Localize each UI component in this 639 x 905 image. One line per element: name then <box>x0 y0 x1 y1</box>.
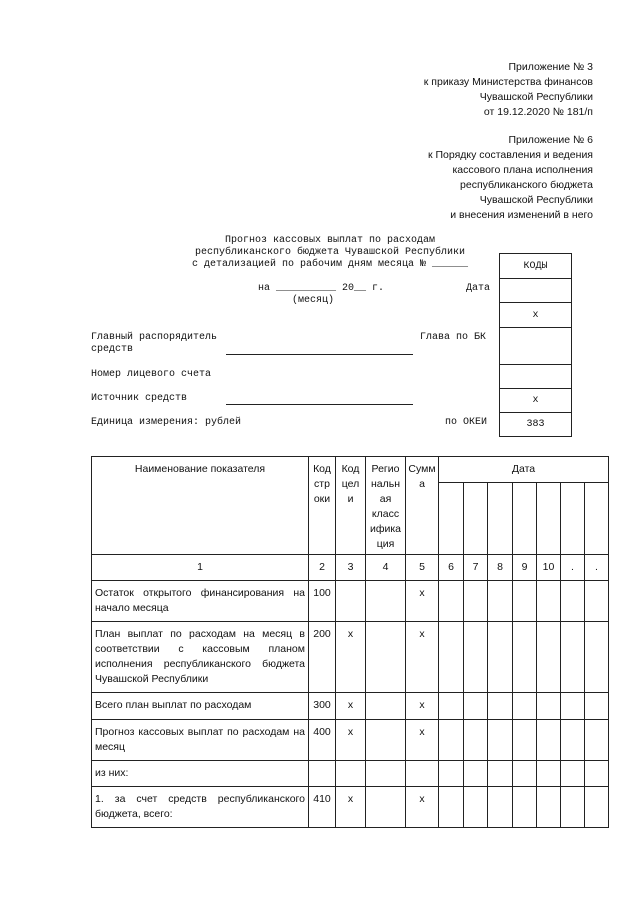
row-date-cell[interactable] <box>513 761 537 787</box>
row-sum: х <box>406 581 439 622</box>
row-date-cell[interactable] <box>439 787 464 828</box>
col-num: 10 <box>537 555 561 581</box>
source-input-line[interactable] <box>226 404 413 405</box>
row-date-cell[interactable] <box>464 720 488 761</box>
row-date-cell[interactable] <box>513 787 537 828</box>
row-date-cell[interactable] <box>513 622 537 693</box>
row-code: 410 <box>309 787 336 828</box>
row-date-cell[interactable] <box>488 720 513 761</box>
row-code: 200 <box>309 622 336 693</box>
date-label: Дата <box>466 283 491 294</box>
row-date-cell[interactable] <box>585 622 609 693</box>
table-row <box>92 693 609 720</box>
header-code-row: Код стр оки <box>309 457 336 555</box>
code-source-x: х <box>500 389 572 413</box>
row-date-cell[interactable] <box>561 787 585 828</box>
code-month-x: х <box>500 303 572 328</box>
row-date-cell[interactable] <box>488 581 513 622</box>
row-date-cell[interactable] <box>561 581 585 622</box>
date-col-5 <box>537 483 561 555</box>
col-num: . <box>585 555 609 581</box>
row-regional[interactable] <box>366 761 406 787</box>
row-date-cell[interactable] <box>464 761 488 787</box>
codes-header: КОДЫ <box>500 254 572 279</box>
date-col-1 <box>439 483 464 555</box>
row-date-cell[interactable] <box>464 693 488 720</box>
row-date-cell[interactable] <box>537 787 561 828</box>
col-num: 5 <box>406 555 439 581</box>
appendix-3-block <box>424 60 593 120</box>
row-date-cell[interactable] <box>439 581 464 622</box>
row-date-cell[interactable] <box>488 787 513 828</box>
form-title-line3: с детализацией по рабочим дням месяца № ______ <box>191 259 469 270</box>
date-col-6 <box>561 483 585 555</box>
chapter-label: Глава по БК <box>420 332 487 343</box>
header-code-purpose: Код цел и <box>336 457 366 555</box>
source-label: Источник средств <box>91 393 188 404</box>
row-date-cell[interactable] <box>488 693 513 720</box>
row-code <box>309 761 336 787</box>
row-date-cell[interactable] <box>585 581 609 622</box>
row-date-cell[interactable] <box>488 622 513 693</box>
row-purpose: х <box>336 720 366 761</box>
row-name: План выплат по расходам на месяц в соответствии с кассовым планом исполнения республиканского бюджета Чувашской Республики <box>92 622 309 693</box>
form-title-line1: Прогноз кассовых выплат по расходам <box>224 235 436 246</box>
chief-manager-line2: средств <box>91 344 134 355</box>
table-row <box>92 787 609 828</box>
row-purpose <box>336 761 366 787</box>
date-col-4 <box>513 483 537 555</box>
table-row <box>92 581 609 622</box>
row-date-cell[interactable] <box>513 581 537 622</box>
appendix-6-line4: Чувашской Республики <box>479 194 593 206</box>
col-num: 1 <box>92 555 309 581</box>
row-sum: х <box>406 622 439 693</box>
col-num: 8 <box>488 555 513 581</box>
row-date-cell[interactable] <box>513 720 537 761</box>
appendix-3-line1: к приказу Министерства финансов <box>423 76 593 88</box>
date-col-3 <box>488 483 513 555</box>
row-sum: х <box>406 693 439 720</box>
row-code: 300 <box>309 693 336 720</box>
appendix-6-title: Приложение № 6 <box>508 134 593 146</box>
row-date-cell[interactable] <box>439 693 464 720</box>
column-numbers-row <box>92 555 609 581</box>
row-regional[interactable] <box>366 693 406 720</box>
row-sum: х <box>406 787 439 828</box>
chief-manager-line1: Главный распорядитель <box>91 332 218 343</box>
okei-label: по ОКЕИ <box>445 417 488 428</box>
row-sum: х <box>406 720 439 761</box>
code-chapter-cell[interactable] <box>500 328 572 365</box>
row-name: 1. за счет средств республиканского бюджета, всего: <box>92 787 309 828</box>
row-date-cell[interactable] <box>464 622 488 693</box>
form-title <box>160 235 500 271</box>
row-regional[interactable] <box>366 720 406 761</box>
month-caption: (месяц) <box>292 295 335 306</box>
header-date: Дата <box>439 457 609 483</box>
row-date-cell[interactable] <box>537 720 561 761</box>
row-date-cell[interactable] <box>464 581 488 622</box>
row-name: Прогноз кассовых выплат по расходам на месяц <box>92 720 309 761</box>
table-row <box>92 720 609 761</box>
row-date-cell[interactable] <box>537 581 561 622</box>
appendix-6-block <box>428 133 593 223</box>
row-regional[interactable] <box>366 787 406 828</box>
col-num: 3 <box>336 555 366 581</box>
appendix-3-line3: от 19.12.2020 № 181/п <box>483 106 593 118</box>
row-date-cell[interactable] <box>561 761 585 787</box>
row-name: из них: <box>92 761 309 787</box>
code-okei: 383 <box>500 413 572 437</box>
row-code: 100 <box>309 581 336 622</box>
appendix-6-line5: и внесения изменений в него <box>450 209 593 221</box>
row-name: Всего план выплат по расходам <box>92 693 309 720</box>
row-name: Остаток открытого финансирования на начало месяца <box>92 581 309 622</box>
form-title-line2: республиканского бюджета Чувашской Республики <box>194 247 466 258</box>
row-date-cell[interactable] <box>585 693 609 720</box>
account-label: Номер лицевого счета <box>91 369 212 380</box>
date-col-2 <box>464 483 488 555</box>
row-date-cell[interactable] <box>561 720 585 761</box>
header-regional: Регио нальн ая класс ифика ция <box>366 457 406 555</box>
appendix-6-line1: к Порядку составления и ведения <box>427 149 593 161</box>
main-table <box>91 456 609 828</box>
unit-label: Единица измерения: рублей <box>91 417 242 428</box>
col-num: 7 <box>464 555 488 581</box>
appendix-3-title: Приложение № 3 <box>508 61 593 73</box>
row-date-cell[interactable] <box>585 761 609 787</box>
row-date-cell[interactable] <box>513 693 537 720</box>
row-date-cell[interactable] <box>585 720 609 761</box>
row-regional[interactable] <box>366 622 406 693</box>
codes-table <box>499 253 572 437</box>
code-account-cell[interactable] <box>500 365 572 389</box>
row-purpose: х <box>336 622 366 693</box>
row-sum <box>406 761 439 787</box>
col-num: 6 <box>439 555 464 581</box>
row-date-cell[interactable] <box>464 787 488 828</box>
col-num: 9 <box>513 555 537 581</box>
appendix-3-line2: Чувашской Республики <box>479 91 593 103</box>
col-num: 2 <box>309 555 336 581</box>
col-num: 4 <box>366 555 406 581</box>
row-purpose: х <box>336 787 366 828</box>
row-date-cell[interactable] <box>439 720 464 761</box>
table-row <box>92 761 609 787</box>
chief-manager-label <box>91 332 217 356</box>
appendix-6-line3: республиканского бюджета <box>460 179 593 191</box>
row-date-cell[interactable] <box>585 787 609 828</box>
row-purpose <box>336 581 366 622</box>
appendix-6-line2: кассового плана исполнения <box>452 164 593 176</box>
row-date-cell[interactable] <box>537 761 561 787</box>
row-date-cell[interactable] <box>488 761 513 787</box>
row-date-cell[interactable] <box>537 693 561 720</box>
code-date-cell[interactable] <box>500 279 572 303</box>
row-date-cell[interactable] <box>439 622 464 693</box>
header-name: Наименование показателя <box>92 457 309 555</box>
col-num: . <box>561 555 585 581</box>
row-code: 400 <box>309 720 336 761</box>
row-date-cell[interactable] <box>439 761 464 787</box>
row-date-cell[interactable] <box>561 622 585 693</box>
row-regional[interactable] <box>366 581 406 622</box>
table-row <box>92 622 609 693</box>
chief-manager-input-line[interactable] <box>226 354 413 355</box>
row-purpose: х <box>336 693 366 720</box>
header-sum: Сумм а <box>406 457 439 555</box>
row-date-cell[interactable] <box>537 622 561 693</box>
date-col-7 <box>585 483 609 555</box>
date-line: на __________ 20__ г. <box>258 283 385 294</box>
row-date-cell[interactable] <box>561 693 585 720</box>
